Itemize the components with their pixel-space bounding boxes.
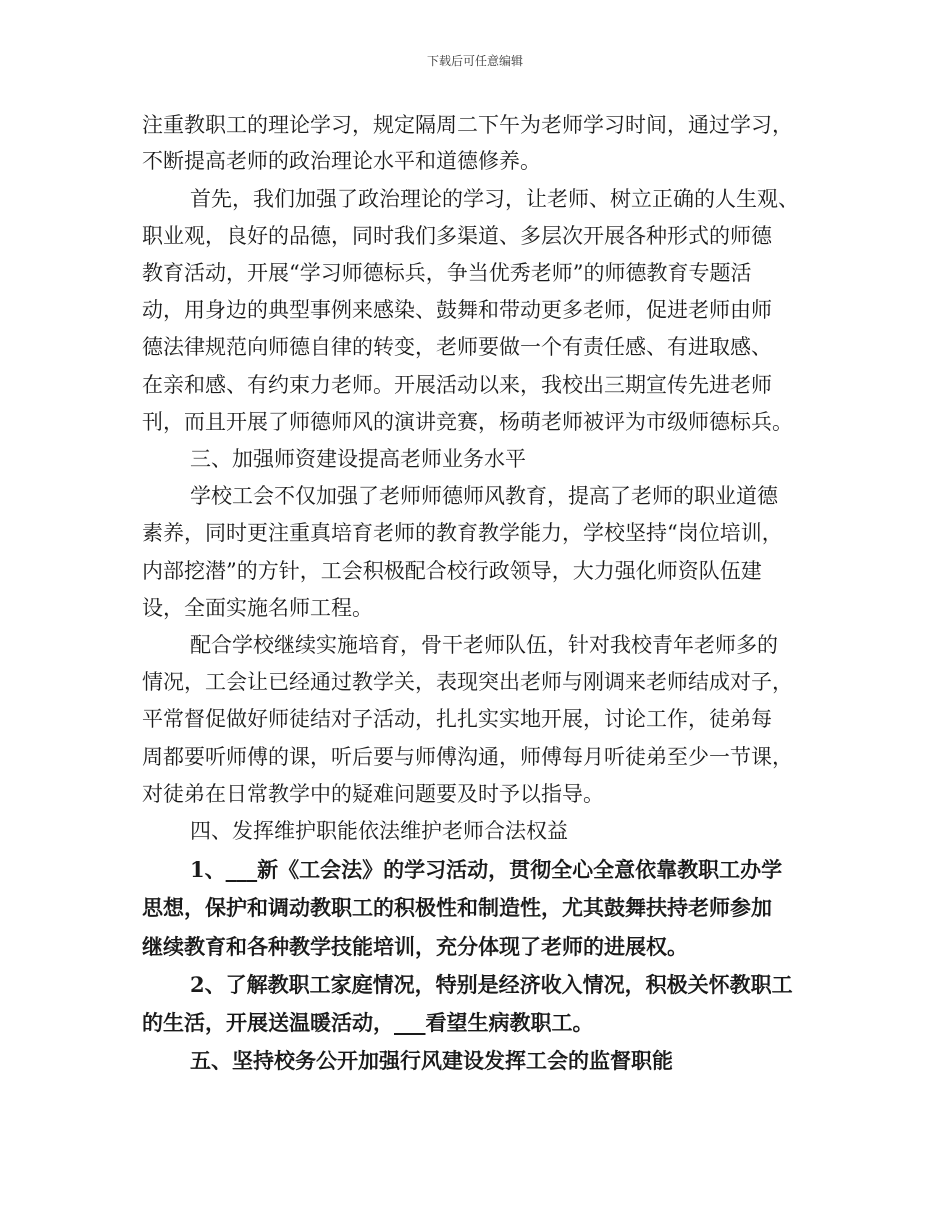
body-line: 教育活动，开展“学习师德标兵，争当优秀老师”的师德教育专题活 [142,261,752,285]
body-line: 首先，我们加强了政治理论的学习，让老师、树立正确的人生观、 [190,187,799,211]
body-line: 德法律规范向师德自律的转变，老师要做一个有责任感、有进取感、 [142,335,772,359]
page-header: 下载后可任意编辑 [426,54,523,68]
section-heading: 三、加强师资建设提高老师业务水平 [190,447,526,471]
body-line: 动，用身边的典型事例来感染、鼓舞和带动更多老师，促进老师由师 [142,298,772,322]
body-line: 学校工会不仅加强了老师师德师风教育，提高了老师的职业道德 [190,484,778,508]
body-line: 注重教职工的理论学习，规定隔周二下午为老师学习时间，通过学习， [142,113,793,137]
body-line: 配合学校继续实施培育，骨干老师队伍，针对我校青年老师多的 [190,633,778,657]
body-line: 不断提高老师的政治理论水平和道德修养。 [142,149,541,173]
body-line: 情况，工会让已经通过教学关，表现突出老师与刚调来老师结成对子， [142,670,793,694]
body-line: 平常督促做好师徒结对子活动，扎扎实实地开展，讨论工作，徒弟每 [142,707,772,731]
body-line: 设，全面实施名师工程。 [142,596,373,620]
body-line: 内部挖潜”的方针，工会积极配合校行政领导，大力强化师资队伍建 [142,559,762,583]
body-line: 职业观，良好的品德，同时我们多渠道、多层次开展各种形式的师德 [142,224,772,248]
section-heading: 四、发挥维护职能依法维护老师合法权益 [190,819,568,843]
body-line: 周都要听师傅的课，听后要与师傅沟通，师傅每月听徒弟至少一节课， [142,745,793,769]
body-line: 刊，而且开展了师德师风的演讲竞赛，杨萌老师被评为市级师德标兵。 [142,410,793,434]
body-line: 素养，同时更注重真培育老师的教育教学能力，学校坚持“岗位培训， [142,521,783,545]
body-line-bold: 2、了解教职工家庭情况，特别是经济收入情况，积极关怀教职工 [190,972,793,997]
body-line: 在亲和感、有约束力老师。开展活动以来，我校出三期宣传先进老师 [142,373,772,397]
body-line: 对徒弟在日常教学中的疑难问题要及时予以指导。 [142,782,604,806]
body-line-bold: 继续教育和各种教学技能培训，充分体现了老师的进展权。 [142,934,688,959]
body-line-bold: 的生活，开展送温暖活动，___看望生病教职工。 [142,1010,594,1035]
section-heading: 五、坚持校务公开加强行风建设发挥工会的监督职能 [190,1048,673,1073]
body-line-bold: 1、___新《工会法》的学习活动，贯彻全心全意依靠教职工办学 [190,857,783,882]
body-line-bold: 思想，保护和调动教职工的积极性和制造性，尤其鼓舞扶持老师参加 [142,895,772,920]
